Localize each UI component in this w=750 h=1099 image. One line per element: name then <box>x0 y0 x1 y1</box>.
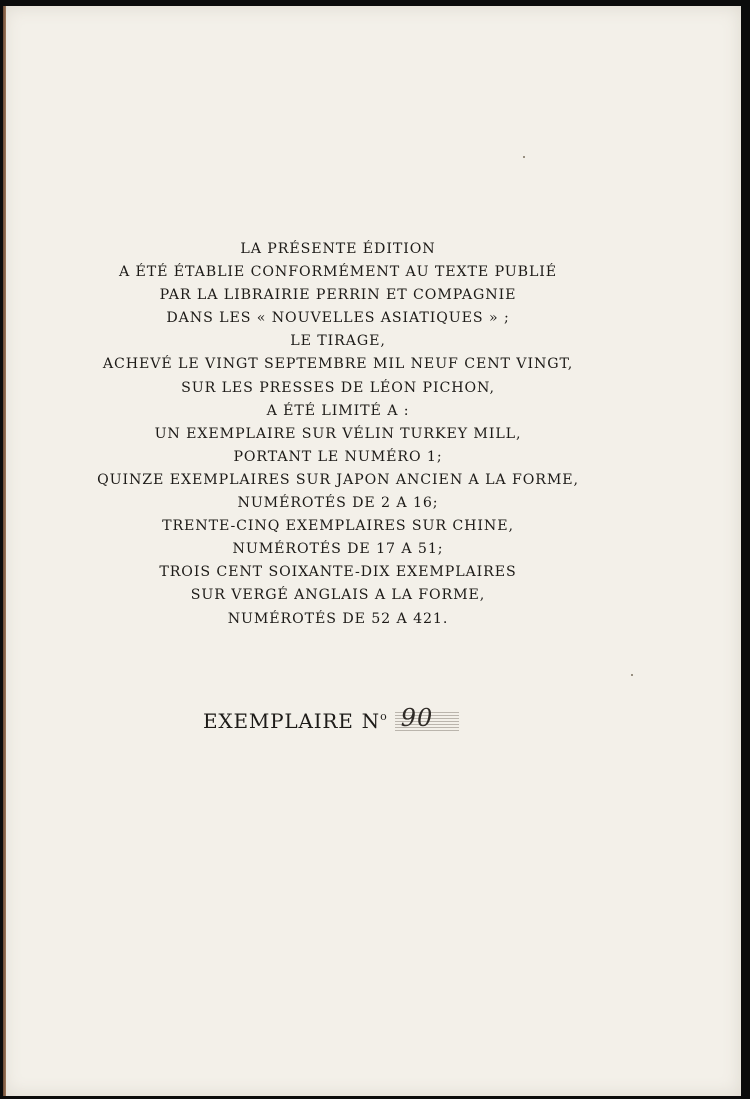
colophon-line: TRENTE-CINQ EXEMPLAIRES SUR CHINE, <box>162 518 514 535</box>
colophon-line: SUR VERGÉ ANGLAIS A LA FORME, <box>190 587 486 604</box>
copy-number-field <box>395 704 459 732</box>
handwritten-copy-number: 90 <box>400 704 434 732</box>
colophon-line: DANS LES « NOUVELLES ASIATIQUES » ; <box>166 310 510 327</box>
exemplaire-number-row <box>203 706 459 742</box>
colophon-line: LA PRÉSENTE ÉDITION <box>240 241 436 257</box>
book-page <box>3 6 741 1096</box>
number-suffix: o <box>380 710 387 723</box>
colophon-line: LE TIRAGE, <box>290 333 386 350</box>
paper-speck <box>523 156 525 158</box>
colophon-line: NUMÉROTÉS DE 17 A 51; <box>232 541 444 558</box>
colophon-line: QUINZE EXEMPLAIRES SUR JAPON ANCIEN A LA FORME, <box>97 471 579 488</box>
colophon-line: PAR LA LIBRAIRIE PERRIN ET COMPAGNIE <box>159 287 517 304</box>
colophon-line: ACHEVÉ LE VINGT SEPTEMBRE MIL NEUF CENT VINGT, <box>102 356 574 373</box>
colophon-line: NUMÉROTÉS DE 52 A 421. <box>227 610 449 627</box>
number-prefix: N <box>361 709 380 733</box>
colophon-line: A ÉTÉ LIMITÉ A : <box>266 402 410 419</box>
colophon-line: A ÉTÉ ÉTABLIE CONFORMÉMENT AU TEXTE PUBLIÉ <box>118 264 558 281</box>
colophon <box>3 238 673 631</box>
colophon-line: PORTANT LE NUMÉRO 1; <box>233 448 443 465</box>
colophon-line: TROIS CENT SOIXANTE-DIX EXEMPLAIRES <box>159 564 517 581</box>
colophon-line: SUR LES PRESSES DE LÉON PICHON, <box>181 379 495 396</box>
exemplaire-label: EXEMPLAIRE <box>203 709 354 733</box>
colophon-line: UN EXEMPLAIRE SUR VÉLIN TURKEY MILL, <box>154 425 522 442</box>
number-abbreviation <box>362 709 387 733</box>
colophon-line: NUMÉROTÉS DE 2 A 16; <box>237 495 439 512</box>
paper-speck <box>631 674 633 676</box>
